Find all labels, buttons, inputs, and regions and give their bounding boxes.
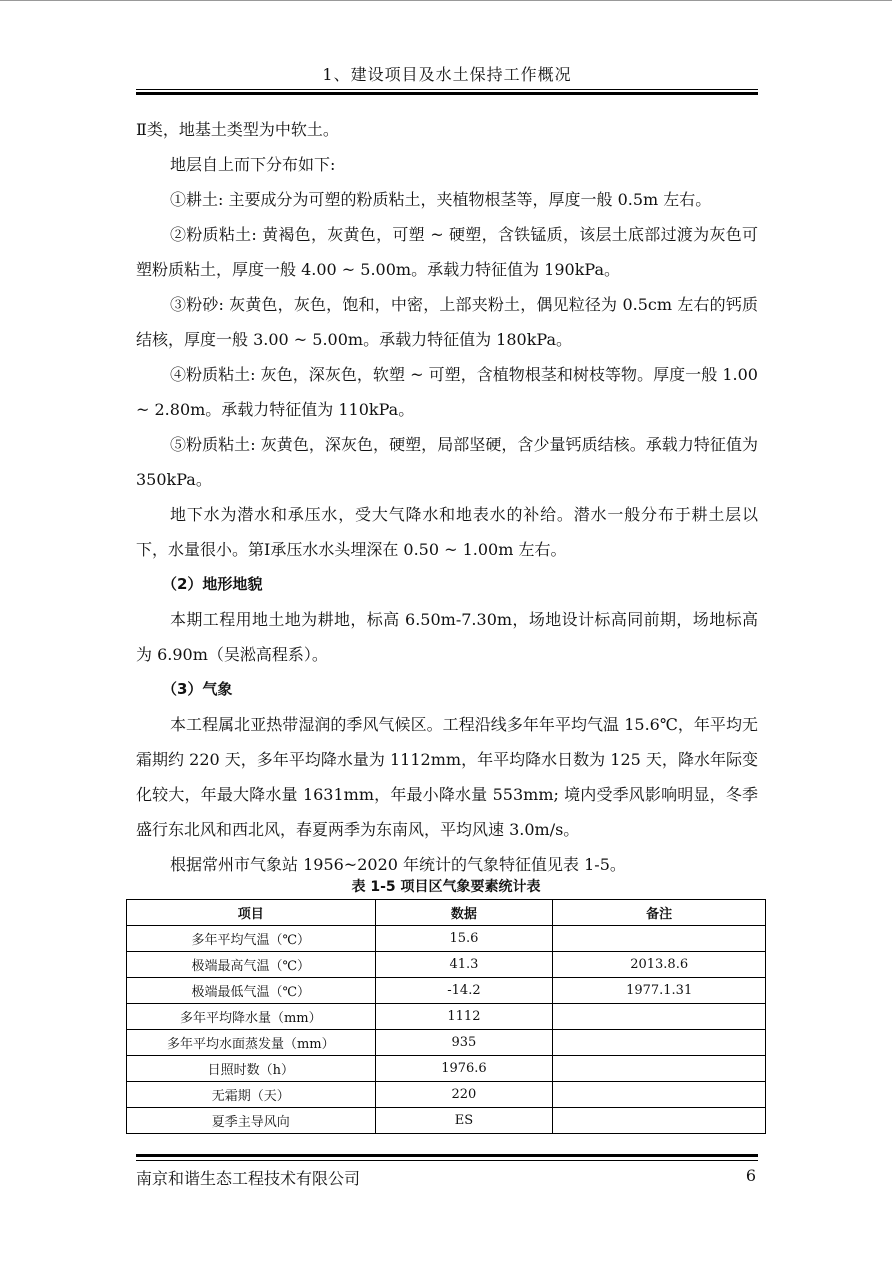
table-cell: 935 xyxy=(375,1030,553,1056)
paragraph: ①耕土: 主要成分为可塑的粉质粘土，夹植物根茎等，厚度一般 0.5m 左右。 xyxy=(170,190,712,209)
column-header: 数据 xyxy=(375,900,553,926)
table-cell: 多年平均气温（℃） xyxy=(127,926,376,952)
paragraph: Ⅱ类，地基土类型为中软土。 xyxy=(136,120,339,139)
table-caption: 表 1-5 项目区气象要素统计表 xyxy=(351,879,541,895)
body-text xyxy=(136,112,758,882)
table-cell xyxy=(553,1030,766,1056)
page-edge xyxy=(0,0,892,1)
table-row xyxy=(127,1056,766,1082)
table-cell: 41.3 xyxy=(375,952,553,978)
paragraph: ④粉质粘土: 灰色，深灰色，软塑 ~ 可塑，含植物根茎和树枝等物。厚度一般 1.00 ~ 2.80m。承载力特征值为 110kPa。 xyxy=(136,365,758,419)
paragraph: 根据常州市气象站 1956~2020 年统计的气象特征值见表 1-5。 xyxy=(170,855,626,874)
table-row xyxy=(127,1004,766,1030)
weather-stats-table xyxy=(126,899,766,1134)
section-heading: （2）地形地貌 xyxy=(162,575,263,593)
footer-rule-thin xyxy=(136,1160,758,1161)
table-row xyxy=(127,952,766,978)
paragraph: ②粉质粘土: 黄褐色，灰黄色，可塑 ~ 硬塑，含铁锰质，该层土底部过渡为灰色可塑粉质粘土，厚度一般 4.00 ~ 5.00m。承载力特征值为 190kPa。 xyxy=(136,225,758,279)
table-cell: 多年平均降水量（mm） xyxy=(127,1004,376,1030)
paragraph: ⑤粉质粘土: 灰黄色，深灰色，硬塑，局部坚硬，含少量钙质结核。承载力特征值为 350kPa。 xyxy=(136,435,758,489)
paragraph: 地下水为潜水和承压水，受大气降水和地表水的补给。潜水一般分布于耕土层以下，水量很小。第Ⅰ承压水水头埋深在 0.50 ~ 1.00m 左右。 xyxy=(136,505,758,559)
paragraph: ③粉砂: 灰黄色，灰色，饱和，中密，上部夹粉土，偶见粒径为 0.5cm 左右的钙质结核，厚度一般 3.00 ~ 5.00m。承载力特征值为 180kPa。 xyxy=(136,295,758,349)
page-header: 1、建设项目及水土保持工作概况 xyxy=(322,65,572,84)
table-row xyxy=(127,1082,766,1108)
table-cell: ES xyxy=(375,1108,553,1134)
table-cell: 日照时数（h） xyxy=(127,1056,376,1082)
table-cell: 1977.1.31 xyxy=(553,978,766,1004)
paragraph: 本工程属北亚热带湿润的季风气候区。工程沿线多年年平均气温 15.6℃，年平均无霜期约 220 天，多年平均降水量为 1112mm，年平均降水日数为 125 天，降水年际变化较大，年最大降水量 1631mm，年最小降水量 553mm; 境内受季风影响明显，冬季盛行东北风和西北风，春夏两季为东南风，平均风速 3.0m/s。 xyxy=(136,715,758,839)
table-cell xyxy=(553,1004,766,1030)
table-cell xyxy=(553,926,766,952)
table-cell: 无霜期（天） xyxy=(127,1082,376,1108)
table-cell: 1976.6 xyxy=(375,1056,553,1082)
table-row xyxy=(127,978,766,1004)
table-cell: 夏季主导风向 xyxy=(127,1108,376,1134)
footer-rule-thick xyxy=(136,1154,758,1157)
table-cell: 1112 xyxy=(375,1004,553,1030)
column-header: 项目 xyxy=(127,900,376,926)
table-cell: 极端最高气温（℃） xyxy=(127,952,376,978)
table-row xyxy=(127,1108,766,1134)
table-cell: 多年平均水面蒸发量（mm） xyxy=(127,1030,376,1056)
header-rule-thick xyxy=(136,92,758,95)
page-number: 6 xyxy=(745,1166,756,1185)
table-cell xyxy=(553,1108,766,1134)
table-cell: 2013.8.6 xyxy=(553,952,766,978)
table-cell: 220 xyxy=(375,1082,553,1108)
table-cell: 极端最低气温（℃） xyxy=(127,978,376,1004)
section-heading: （3）气象 xyxy=(162,680,233,698)
table-cell xyxy=(553,1082,766,1108)
table-cell: 15.6 xyxy=(375,926,553,952)
paragraph: 本期工程用地土地为耕地，标高 6.50m-7.30m，场地设计标高同前期，场地标高为 6.90m（吴淞高程系）。 xyxy=(136,610,758,664)
footer-company: 南京和谐生态工程技术有限公司 xyxy=(136,1169,361,1188)
header-rule-thin xyxy=(136,89,758,90)
column-header: 备注 xyxy=(553,900,766,926)
paragraph: 地层自上而下分布如下: xyxy=(170,155,336,174)
table-header-row xyxy=(127,900,766,926)
table-row xyxy=(127,1030,766,1056)
table-row xyxy=(127,926,766,952)
table-cell: -14.2 xyxy=(375,978,553,1004)
table-cell xyxy=(553,1056,766,1082)
